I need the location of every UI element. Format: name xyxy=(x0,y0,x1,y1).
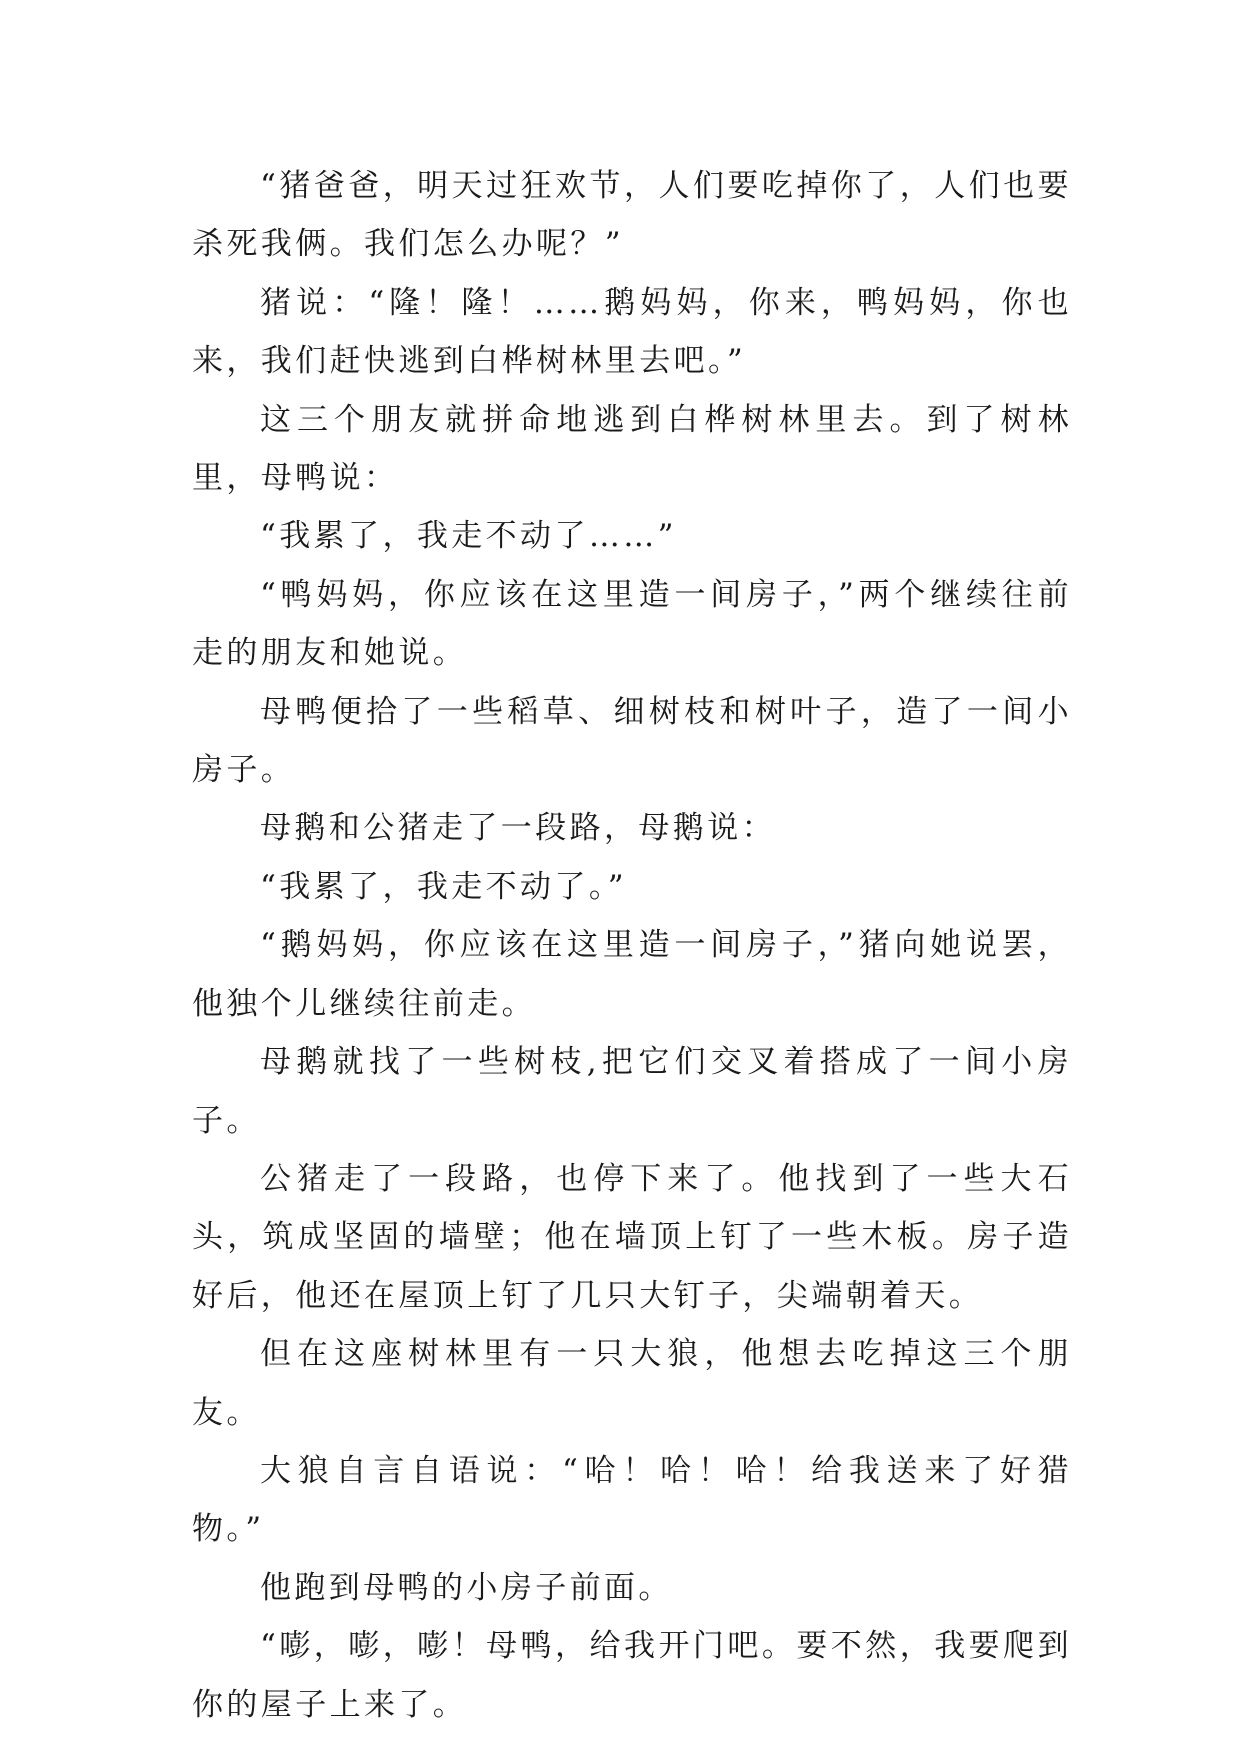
story-text xyxy=(192,157,1072,1734)
paragraph-9: “鹅妈妈，你应该在这里造一间房子，”猪向她说罢，他独个儿继续往前走。 xyxy=(192,927,1072,1022)
paragraph-4: “我累了，我走不动了……” xyxy=(260,518,677,555)
paragraph-8: “我累了，我走不动了。” xyxy=(260,868,627,905)
paragraph-15: “嘭，嘭，嘭！母鸭，给我开门吧。要不然，我要爬到你的屋子上来了。 xyxy=(192,1628,1072,1723)
paragraph-7: 母鹅和公猪走了一段路，母鹅说： xyxy=(260,810,776,847)
paragraph-10: 母鹅就找了一些树枝,把它们交叉着搭成了一间小房子。 xyxy=(192,1044,1072,1139)
paragraph-1: “猪爸爸，明天过狂欢节，人们要吃掉你了，人们也要杀死我俩。我们怎么办呢？” xyxy=(192,168,1072,263)
paragraph-2: 猪说：“隆！隆！……鹅妈妈，你来，鸭妈妈，你也来，我们赶快逃到白桦树林里去吧。” xyxy=(192,284,1072,380)
paragraph-12: 但在这座树林里有一只大狼，他想去吃掉这三个朋友。 xyxy=(192,1336,1072,1431)
paragraph-3: 这三个朋友就拼命地逃到白桦树林里去。到了树林里，母鸭说： xyxy=(192,401,1072,497)
paragraph-14: 他跑到母鸭的小房子前面。 xyxy=(260,1569,673,1606)
paragraph-13: 大狼自言自语说：“哈！哈！哈！给我送来了好猎物。” xyxy=(192,1452,1072,1548)
paragraph-11: 公猪走了一段路，也停下来了。他找到了一些大石头，筑成坚固的墙壁；他在墙顶上钉了一些木板。房子造好后，他还在屋顶上钉了几只大钉子，尖端朝着天。 xyxy=(192,1160,1072,1314)
paragraph-6: 母鸭便拾了一些稻草、细树枝和树叶子，造了一间小房子。 xyxy=(192,693,1072,789)
paragraph-5: “鸭妈妈，你应该在这里造一间房子，”两个继续往前走的朋友和她说。 xyxy=(192,576,1072,672)
